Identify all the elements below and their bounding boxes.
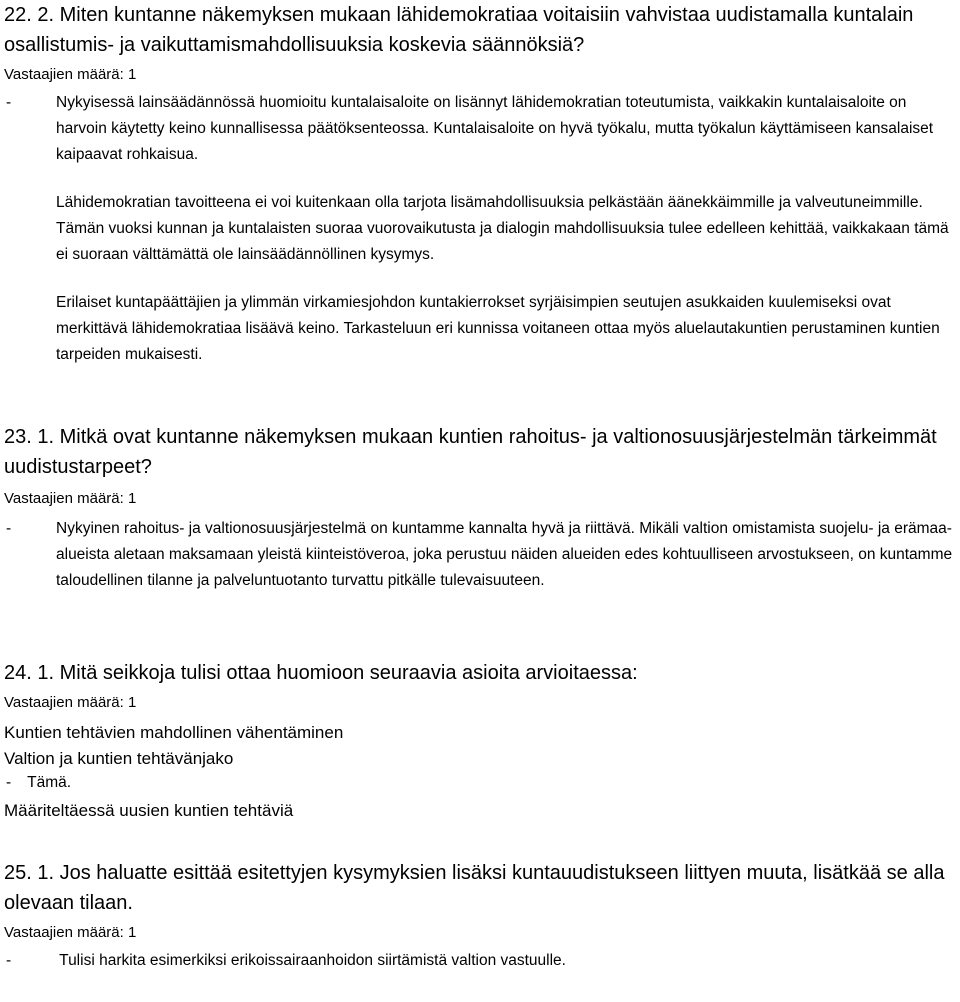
question-24-responder-count: Vastaajien määrä: 1 — [4, 694, 137, 711]
answer-text: Tulisi harkita esimerkiksi erikoissairaanhoidon siirtämistä valtion vastuulle. — [59, 952, 566, 969]
question-25-responder-count: Vastaajien määrä: 1 — [4, 924, 137, 941]
answer-dash: - — [6, 952, 12, 969]
question-22-answer — [0, 90, 960, 168]
answer-text: Tämä. — [27, 774, 72, 791]
question-25-answer — [0, 950, 960, 972]
question-23-responder-count: Vastaajien määrä: 1 — [4, 490, 137, 507]
subtopic-new-municipality-tasks: Määriteltäessä uusien kuntien tehtäviä — [4, 801, 294, 820]
question-22-responder-count: Vastaajien määrä: 1 — [4, 66, 137, 83]
question-25-title: 25. 1. Jos haluatte esittää esitettyjen kysymyksien lisäksi kuntauudistukseen liittyen muuta, lisätkää se alla olevaan tilaan. — [4, 862, 945, 914]
question-24-title: 24. 1. Mitä seikkoja tulisi ottaa huomioon seuraavia asioita arvioitaessa: — [4, 662, 638, 684]
answer-dash: - — [6, 520, 12, 537]
subtopic-task-reduction: Kuntien tehtävien mahdollinen vähentäminen — [4, 723, 344, 742]
question-22 — [0, 0, 960, 368]
question-22-answer-paragraph-3: Erilaiset kuntapäättäjien ja ylimmän virkamiesjohdon kuntakierrokset syrjäisimpien seutujen asukkaiden kuulemiseksi ovat merkittävä lähidemokratiaa lisäävä keino. Tarkasteluun eri kunnissa voitaneen ottaa myös aluelautakuntien perustaminen kuntien tarpeiden mukaisesti. — [56, 294, 940, 363]
subtopic-task-division: Valtion ja kuntien tehtävänjako — [4, 749, 234, 768]
question-25 — [0, 858, 960, 972]
answer-dash: - — [6, 774, 12, 791]
question-22-title: 22. 2. Miten kuntanne näkemyksen mukaan lähidemokratiaa voitaisiin vahvistaa uudistamalla kuntalain osallistumis- ja vaikuttamismahdollisuuksia koskevia säännöksiä? — [4, 4, 914, 56]
question-23-answer — [0, 516, 960, 594]
answer-dash: - — [6, 94, 12, 111]
answer-text: Nykyinen rahoitus- ja valtionosuusjärjestelmä on kuntamme kannalta hyvä ja riittävä. Mikäli valtion omistamista suojelu- ja erämaa-alueista aletaan maksamaan yleistä kiinteistöveroa, joka perustuu näiden alueiden edes kohtuulliseen arvostukseen, on kuntamme taloudellinen tilanne ja palveluntuotanto turvattu pitkälle tulevaisuuteen. — [56, 520, 953, 589]
question-24 — [0, 658, 960, 824]
answer-paragraph-1: Nykyisessä lainsäädännössä huomioitu kuntalaisaloite on lisännyt lähidemokratian toteutumista, vaikkakin kuntalaisaloite on harvoin käytetty keino kunnallisessa päätöksenteossa. Kuntalaisaloite on hyvä työkalu, mutta työkalun käyttämiseen kansalaiset kaipaavat rohkaisua. — [56, 94, 934, 163]
question-22-answer-paragraph-2: Lähidemokratian tavoitteena ei voi kuitenkaan olla tarjota lisämahdollisuuksia pelkästään äänekkäimmille ja valveutuneimmille. Tämän vuoksi kunnan ja kuntalaisten suoraa vuorovaikutusta ja dialogin mahdollisuuksia tulee edelleen kehittää, vaikkakaan tämä ei suoraan välttämättä ole lainsäädännöllinen kysymys. — [56, 194, 949, 263]
question-23 — [0, 422, 960, 594]
question-23-title: 23. 1. Mitkä ovat kuntanne näkemyksen mukaan kuntien rahoitus- ja valtionosuusjärjestelmän tärkeimmät uudistustarpeet? — [4, 426, 937, 478]
subtopic-task-division-answer — [0, 772, 960, 794]
